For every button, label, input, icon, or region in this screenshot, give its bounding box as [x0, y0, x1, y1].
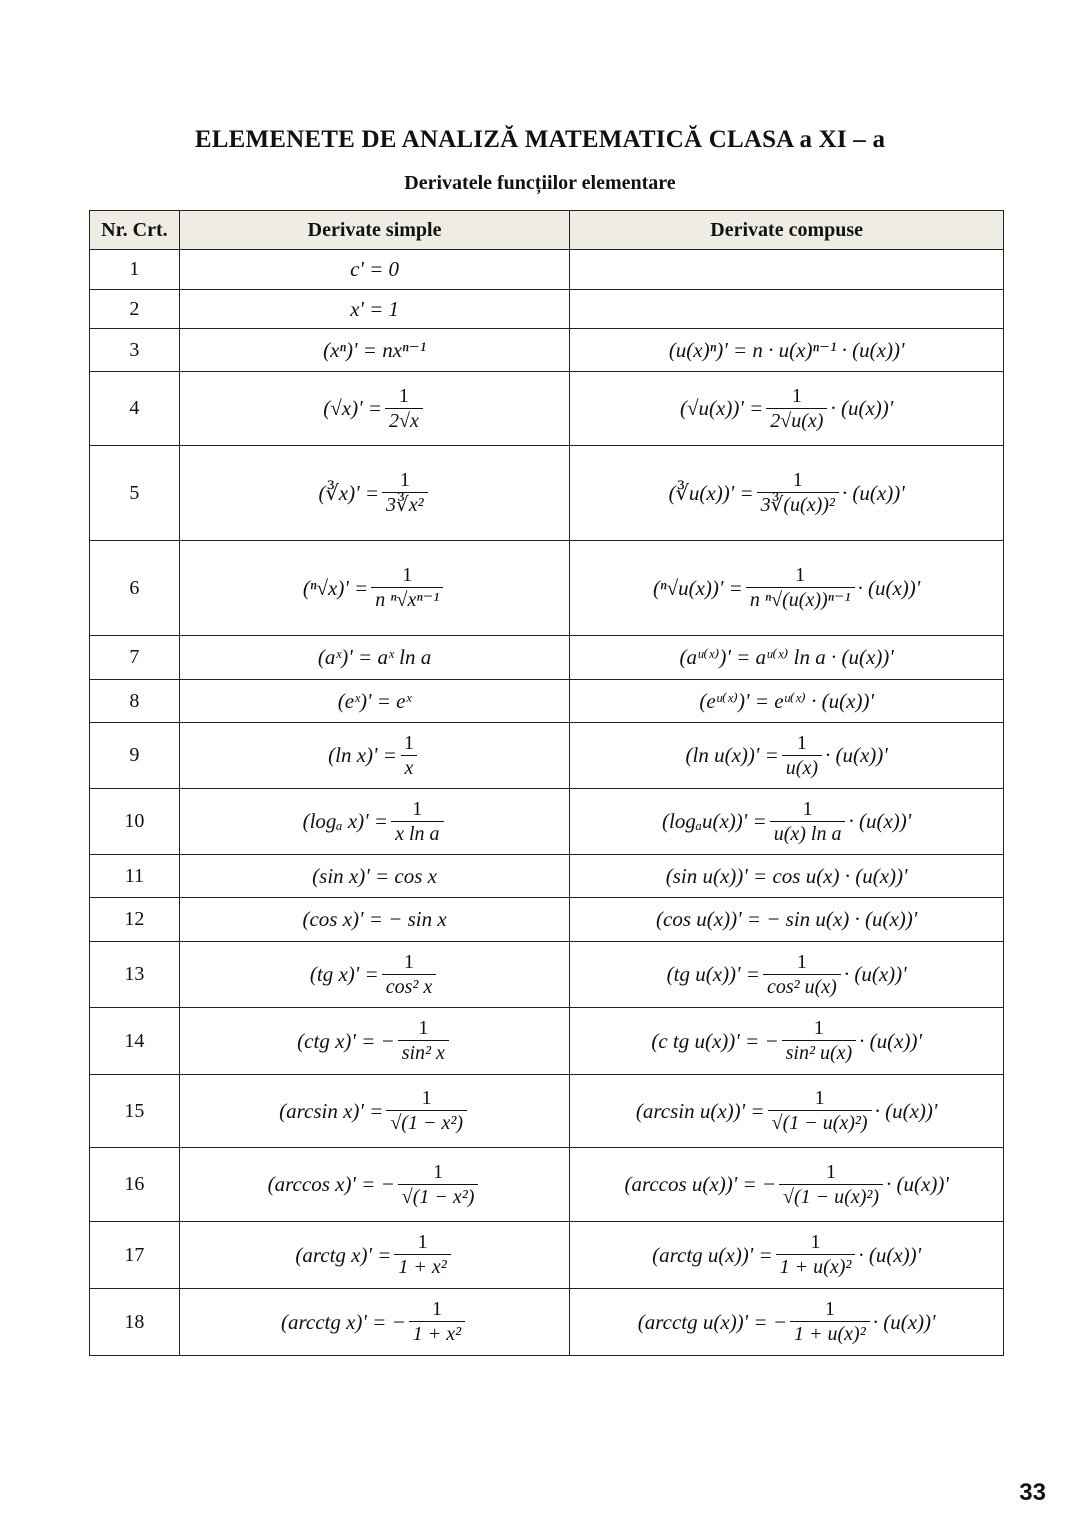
table-row [90, 855, 1004, 898]
numerator: 1 [792, 469, 803, 491]
composite-derivative-cell [570, 1075, 1004, 1148]
numerator: 1 [403, 950, 414, 973]
fraction [382, 469, 428, 517]
composite-derivative-cell [570, 942, 1004, 1008]
formula-lhs: (arctg u(x))' = [652, 1242, 773, 1267]
composite-derivative-cell [570, 680, 1004, 723]
formula [323, 385, 426, 433]
composite-derivative-cell [570, 446, 1004, 541]
table-row [90, 1289, 1004, 1356]
numerator: 1 [403, 731, 414, 754]
formula-lhs: (sin u(x))' = cos u(x) · (u(x))' [665, 863, 908, 888]
denominator: cos² x [382, 974, 437, 999]
simple-derivative-cell [179, 1008, 569, 1075]
numerator: 1 [398, 384, 409, 407]
table-row [90, 446, 1004, 541]
table-row [90, 329, 1004, 372]
formula [636, 1087, 937, 1135]
numerator: 1 [417, 1231, 428, 1253]
formula-lhs: (u(x)ⁿ)' = n · u(x)ⁿ⁻¹ · (u(x))' [668, 337, 905, 362]
formula-rhs: · (u(x))' [825, 743, 888, 767]
formula-rhs: · (u(x))' [857, 575, 921, 600]
formula [699, 689, 874, 714]
row-number: 5 [90, 446, 180, 541]
table-header-row [90, 211, 1004, 250]
table-row [90, 942, 1004, 1008]
denominator: u(x) ln a [770, 821, 846, 846]
denominator: √(1 − u(x)²) [779, 1184, 883, 1209]
denominator: n ⁿ√(u(x))ⁿ⁻¹ [746, 587, 855, 612]
row-number: 9 [90, 723, 180, 789]
formula-lhs: (tg u(x))' = [666, 962, 760, 986]
table-row [90, 789, 1004, 855]
formula-lhs: (logₐu(x))' = [662, 809, 767, 833]
formula [328, 732, 421, 780]
denominator: x ln a [391, 821, 443, 846]
formula-rhs: · (u(x))' [872, 1309, 936, 1334]
formula-rhs: · (u(x))' [886, 1172, 949, 1196]
denominator: √(1 − x²) [386, 1110, 467, 1135]
row-number: 10 [90, 789, 180, 855]
table-row [90, 290, 1004, 329]
row-number: 17 [90, 1222, 180, 1289]
numerator: 1 [433, 1160, 444, 1183]
fraction [398, 1161, 479, 1209]
denominator: 1 + x² [409, 1321, 465, 1346]
denominator: √(1 − x²) [398, 1184, 479, 1209]
table-row [90, 1075, 1004, 1148]
simple-derivative-cell [179, 1075, 569, 1148]
numerator: 1 [810, 1231, 821, 1253]
formula-lhs: (xⁿ)' = nxⁿ⁻¹ [323, 337, 427, 362]
formula [295, 1231, 453, 1279]
composite-derivative-cell [570, 290, 1004, 329]
table-row [90, 541, 1004, 636]
row-number: 18 [90, 1289, 180, 1356]
fraction [766, 385, 827, 433]
formula-rhs: · (u(x))' [848, 809, 912, 833]
numerator: 1 [796, 731, 807, 754]
formula-lhs: (cos x)' = − sin x [302, 907, 447, 931]
formula-lhs: (ln x)' = [328, 743, 397, 767]
formula-lhs: (ⁿ√x)' = [302, 575, 369, 600]
fraction [776, 1231, 856, 1279]
formula [318, 645, 431, 670]
denominator: sin² u(x) [782, 1040, 857, 1065]
formula [638, 1298, 936, 1346]
simple-derivative-cell [179, 1148, 569, 1222]
formula-lhs: (√u(x))' = [680, 396, 764, 420]
formula [669, 469, 905, 517]
composite-derivative-cell [570, 636, 1004, 680]
composite-derivative-cell [570, 1289, 1004, 1356]
page-title: ELEMENETE DE ANALIZĂ MATEMATICĂ CLASA a XI – a [194, 126, 886, 153]
formula [310, 951, 439, 999]
fraction [394, 1231, 450, 1279]
formula [679, 645, 893, 670]
row-number: 16 [90, 1148, 180, 1222]
row-number: 6 [90, 541, 180, 636]
formula [686, 732, 888, 780]
page-number: 33 [1019, 1479, 1046, 1506]
simple-derivative-cell [179, 1222, 569, 1289]
denominator: sin² x [398, 1040, 449, 1065]
denominator: cos² u(x) [763, 974, 841, 999]
table-row [90, 898, 1004, 942]
formula [666, 864, 908, 889]
row-number: 13 [90, 942, 180, 1008]
formula [318, 469, 430, 517]
formula [680, 385, 893, 433]
formula-lhs: (logₐ x)' = [302, 809, 389, 833]
formula-lhs: c' = 0 [350, 257, 400, 281]
header-compus: Derivate compuse [570, 211, 1004, 250]
header-nr: Nr. Crt. [90, 211, 180, 250]
row-number: 8 [90, 680, 180, 723]
table-row [90, 636, 1004, 680]
formula [651, 1017, 922, 1065]
formula-lhs: (arccos x)' = − [267, 1172, 395, 1196]
composite-derivative-cell [570, 898, 1004, 942]
header-simple: Derivate simple [179, 211, 569, 250]
fraction [382, 951, 437, 999]
numerator: 1 [421, 1087, 432, 1109]
formula-rhs: · (u(x))' [841, 480, 905, 505]
denominator: n ⁿ√xⁿ⁻¹ [371, 587, 443, 612]
fraction [391, 798, 443, 846]
simple-derivative-cell [179, 855, 569, 898]
denominator: 2√u(x) [766, 408, 827, 433]
fraction [746, 564, 855, 612]
row-number: 15 [90, 1075, 180, 1148]
formula-lhs: (eˣ)' = eˣ [337, 688, 412, 713]
composite-derivative-cell [570, 1148, 1004, 1222]
simple-derivative-cell [179, 372, 569, 446]
formula [669, 338, 905, 363]
row-number: 1 [90, 250, 180, 290]
formula [653, 564, 920, 612]
denominator: x [401, 755, 418, 780]
numerator: 1 [802, 797, 813, 820]
row-number: 7 [90, 636, 180, 680]
formula-lhs: x' = 1 [350, 296, 400, 321]
fraction [782, 1017, 857, 1065]
fraction [398, 1017, 449, 1065]
row-number: 12 [90, 898, 180, 942]
table-row [90, 680, 1004, 723]
numerator: 1 [796, 950, 807, 973]
formula [323, 338, 426, 363]
denominator: 1 + u(x)² [790, 1321, 870, 1346]
formula-rhs: · (u(x))' [843, 962, 907, 986]
composite-derivative-cell [570, 541, 1004, 636]
formula [656, 907, 917, 932]
fraction [790, 1298, 870, 1346]
simple-derivative-cell [179, 329, 569, 372]
composite-derivative-cell [570, 372, 1004, 446]
formula-lhs: (arcsin u(x))' = [635, 1098, 765, 1123]
formula-lhs: (arcsin x)' = [279, 1098, 384, 1123]
derivatives-table [89, 210, 1004, 1356]
formula-rhs: · (u(x))' [874, 1098, 938, 1123]
formula [624, 1161, 948, 1209]
fraction [770, 798, 846, 846]
simple-derivative-cell [179, 723, 569, 789]
composite-derivative-cell [570, 789, 1004, 855]
formula-lhs: (arcctg u(x))' = − [637, 1309, 788, 1334]
formula-lhs: (√x)' = [323, 396, 382, 420]
denominator: 2√x [385, 408, 423, 433]
numerator: 1 [795, 564, 806, 586]
composite-derivative-cell [570, 1008, 1004, 1075]
numerator: 1 [791, 384, 802, 407]
formula [652, 1231, 921, 1279]
formula [350, 297, 399, 322]
formula-lhs: (arccos u(x))' = − [624, 1172, 777, 1196]
formula-lhs: (tg x)' = [309, 962, 379, 986]
denominator: 3∛(u(x))² [757, 492, 839, 517]
numerator: 1 [402, 564, 413, 586]
formula-lhs: (c tg u(x))' = − [651, 1028, 779, 1053]
composite-derivative-cell [570, 329, 1004, 372]
simple-derivative-cell [179, 898, 569, 942]
formula-lhs: (aᵘ⁽ˣ⁾)' = aᵘ⁽ˣ⁾ ln a · (u(x))' [679, 645, 894, 669]
table-row [90, 250, 1004, 290]
simple-derivative-cell [179, 250, 569, 290]
table-row [90, 723, 1004, 789]
table-row [90, 372, 1004, 446]
composite-derivative-cell [570, 250, 1004, 290]
formula [268, 1161, 482, 1209]
simple-derivative-cell [179, 446, 569, 541]
simple-derivative-cell [179, 541, 569, 636]
simple-derivative-cell [179, 680, 569, 723]
fraction [779, 1161, 883, 1209]
row-number: 2 [90, 290, 180, 329]
numerator: 1 [814, 1087, 825, 1109]
fraction [386, 1087, 467, 1135]
numerator: 1 [431, 1298, 442, 1320]
formula [667, 951, 907, 999]
numerator: 1 [826, 1160, 837, 1183]
fraction [409, 1298, 465, 1346]
numerator: 1 [412, 797, 423, 820]
formula [302, 907, 446, 932]
formula [297, 1017, 452, 1065]
formula-lhs: (arctg x)' = [295, 1242, 392, 1267]
composite-derivative-cell [570, 855, 1004, 898]
simple-derivative-cell [179, 942, 569, 1008]
denominator: 1 + u(x)² [776, 1254, 856, 1279]
formula-lhs: (ⁿ√u(x))' = [652, 575, 743, 600]
formula-lhs: (∛x)' = [318, 480, 380, 505]
simple-derivative-cell [179, 1289, 569, 1356]
denominator: u(x) [782, 755, 822, 780]
fraction [400, 732, 418, 780]
fraction [782, 732, 822, 780]
formula [662, 798, 911, 846]
table-body [90, 250, 1004, 1356]
table-row [90, 1148, 1004, 1222]
formula-rhs: · (u(x))' [859, 1028, 922, 1053]
row-number: 4 [90, 372, 180, 446]
row-number: 11 [90, 855, 180, 898]
denominator: √(1 − u(x)²) [768, 1110, 872, 1135]
fraction [757, 469, 839, 517]
formula-lhs: (ctg x)' = − [297, 1028, 395, 1053]
fraction [371, 564, 443, 612]
formula-lhs: (eᵘ⁽ˣ⁾)' = eᵘ⁽ˣ⁾ · (u(x))' [699, 688, 874, 713]
simple-derivative-cell [179, 636, 569, 680]
simple-derivative-cell [179, 290, 569, 329]
formula [303, 564, 446, 612]
formula-lhs: (aˣ)' = aˣ ln a [317, 645, 432, 669]
denominator: 1 + x² [394, 1254, 450, 1279]
formula-lhs: (∛u(x))' = [668, 480, 754, 505]
formula [279, 1087, 470, 1135]
formula [350, 257, 399, 282]
numerator: 1 [824, 1298, 835, 1320]
formula [281, 1298, 468, 1346]
numerator: 1 [418, 1017, 429, 1039]
denominator: 3∛x² [382, 492, 428, 517]
row-number: 14 [90, 1008, 180, 1075]
table-subtitle: Derivatele funcțiilor elementare [404, 172, 676, 194]
formula-lhs: (ln u(x))' = [685, 743, 779, 767]
table-row [90, 1222, 1004, 1289]
formula-rhs: · (u(x))' [858, 1242, 922, 1267]
numerator: 1 [813, 1017, 824, 1039]
formula-lhs: (arcctg x)' = − [280, 1309, 406, 1334]
composite-derivative-cell [570, 723, 1004, 789]
simple-derivative-cell [179, 789, 569, 855]
composite-derivative-cell [570, 1222, 1004, 1289]
fraction [385, 385, 423, 433]
formula-lhs: (sin x)' = cos x [312, 863, 437, 888]
table-row [90, 1008, 1004, 1075]
formula [338, 689, 412, 714]
row-number: 3 [90, 329, 180, 372]
formula-lhs: (cos u(x))' = − sin u(x) · (u(x))' [656, 907, 918, 931]
formula [303, 798, 447, 846]
fraction [763, 951, 841, 999]
formula [312, 864, 437, 889]
numerator: 1 [399, 469, 410, 491]
fraction [768, 1087, 872, 1135]
formula-rhs: · (u(x))' [830, 396, 894, 420]
